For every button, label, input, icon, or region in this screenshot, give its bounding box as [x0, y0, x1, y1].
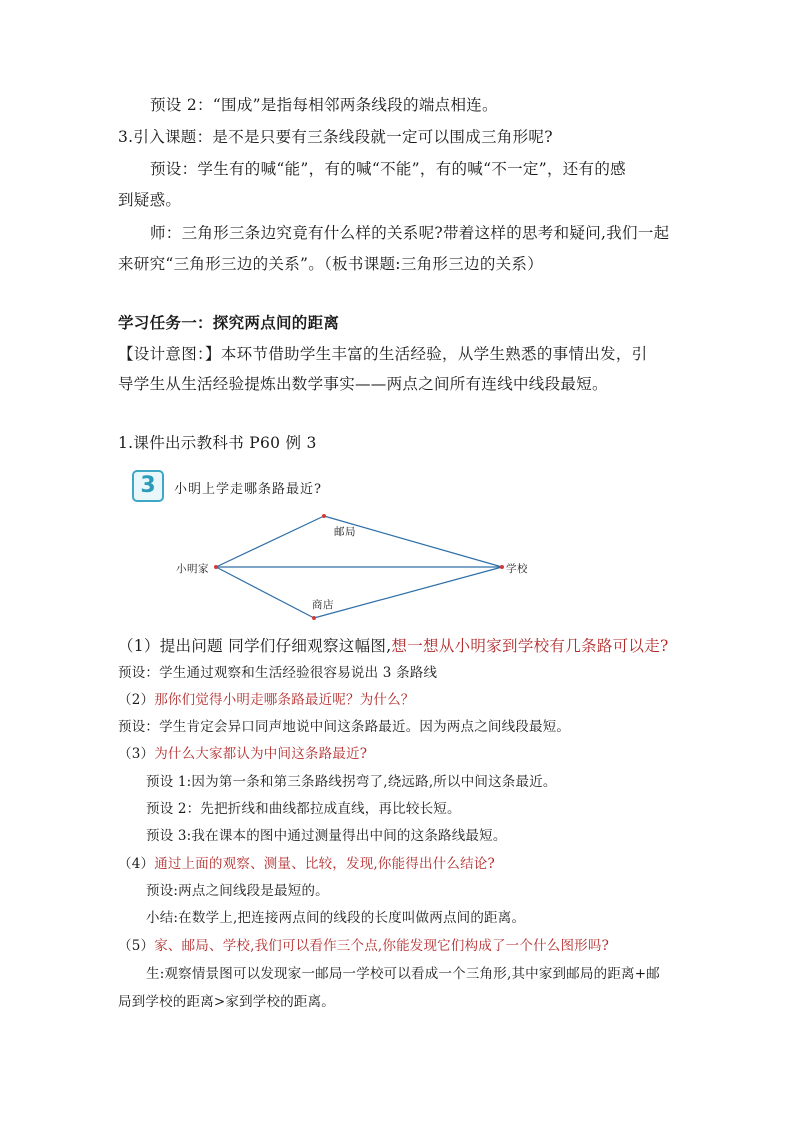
- school-point: [500, 565, 504, 569]
- question-3-prefix: （3）: [118, 746, 155, 762]
- question-1-highlight: 想一想从小明家到学校有几条路可以走?: [391, 637, 669, 655]
- preset-answer-3b: 预设 2：先把折线和曲线都拉成直线，再比较长短。: [146, 801, 461, 817]
- home-label: 小明家: [176, 563, 209, 575]
- home-point: [214, 565, 218, 569]
- route-shop-school: [314, 567, 502, 618]
- figure-question: 小明上学走哪条路最近?: [174, 482, 322, 497]
- question-3: [118, 748, 367, 762]
- summary-line: 小结:在数学上,把连接两点间的线段的长度叫做两点间的距离。: [146, 910, 526, 926]
- question-4-prefix: （4）: [118, 856, 155, 872]
- preset-answer-1: 预设：学生通过观察和生活经验很容易说出 3 条路线: [118, 665, 438, 681]
- preset-answer-2: 预设：学生肯定会异口同声地说中间这条路最近。因为两点之间线段最短。: [118, 719, 571, 735]
- preset-answer-3a: 预设 1:因为第一条和第三条路线拐弯了,绕远路,所以中间这条最近。: [146, 774, 557, 790]
- preset-line-cont: 到疑惑。: [118, 191, 182, 209]
- question-5-highlight: 家、邮局、学校,我们可以看作三个点,你能发现它们构成了一个什么图形吗?: [154, 938, 610, 954]
- question-2-highlight: 那你们觉得小明走哪条路最近呢？为什么？: [154, 692, 415, 708]
- question-4: [118, 858, 495, 872]
- intro-topic-line: 3.引入课题：是不是只要有三条线段就一定可以围成三角形呢?: [118, 128, 553, 146]
- question-1: [118, 639, 669, 655]
- question-1-prefix: （1）提出问题 同学们仔细观察这幅图,: [118, 637, 392, 655]
- example-number-badge: 3: [132, 470, 164, 502]
- post-label: 邮局: [334, 526, 356, 538]
- shop-label: 商店: [312, 599, 334, 611]
- question-2-prefix: （2）: [118, 692, 155, 708]
- question-3-highlight: 为什么大家都认为中间这条路最近?: [154, 746, 368, 762]
- route-home-post: [216, 516, 324, 567]
- question-2: [118, 694, 415, 708]
- task-heading: 学习任务一：探究两点间的距离: [118, 314, 340, 332]
- teacher-line-cont: 来研究“三角形三边的关系”。（板书课题:三角形三边的关系）: [118, 255, 544, 273]
- textbook-figure: [130, 468, 550, 628]
- preset-answer-4a: 预设:两点之间线段是最短的。: [146, 883, 329, 899]
- courseware-line: 1.课件出示教科书 P60 例 3: [118, 434, 317, 452]
- preset-answer-3c: 预设 3:我在课本的图中通过测量得出中间的这条路线最短。: [146, 828, 507, 844]
- shop-point: [312, 616, 316, 620]
- school-label: 学校: [506, 563, 528, 575]
- design-intent-line-cont: 导学生从生活经验提炼出数学事实——两点之间所有连线中线段最短。: [118, 375, 608, 393]
- student-answer-5-cont: 局到学校的距离>家到学校的距离。: [118, 994, 336, 1010]
- post-point: [322, 514, 326, 518]
- preset-2-line: 预设 2：“围成”是指每相邻两条线段的端点相连。: [150, 96, 498, 114]
- question-4-highlight: 通过上面的观察、测量、比较，发现,你能得出什么结论?: [154, 856, 495, 872]
- route-home-shop: [216, 567, 314, 618]
- design-intent-line: 【设计意图：】本环节借助学生丰富的生活经验，从学生熟悉的事情出发，引: [118, 345, 648, 363]
- teacher-line: 师：三角形三条边究竟有什么样的关系呢?带着这样的思考和疑问,我们一起: [150, 224, 670, 242]
- student-answer-5: 生:观察情景图可以发现家一邮局一学校可以看成一个三角形,其中家到邮局的距离+邮: [146, 966, 660, 982]
- route-diagram: [130, 468, 550, 628]
- question-5: [118, 940, 609, 954]
- question-5-prefix: （5）: [118, 938, 155, 954]
- preset-line: 预设：学生有的喊“能”，有的喊“不能”，有的喊“不一定”，还有的感: [150, 160, 626, 178]
